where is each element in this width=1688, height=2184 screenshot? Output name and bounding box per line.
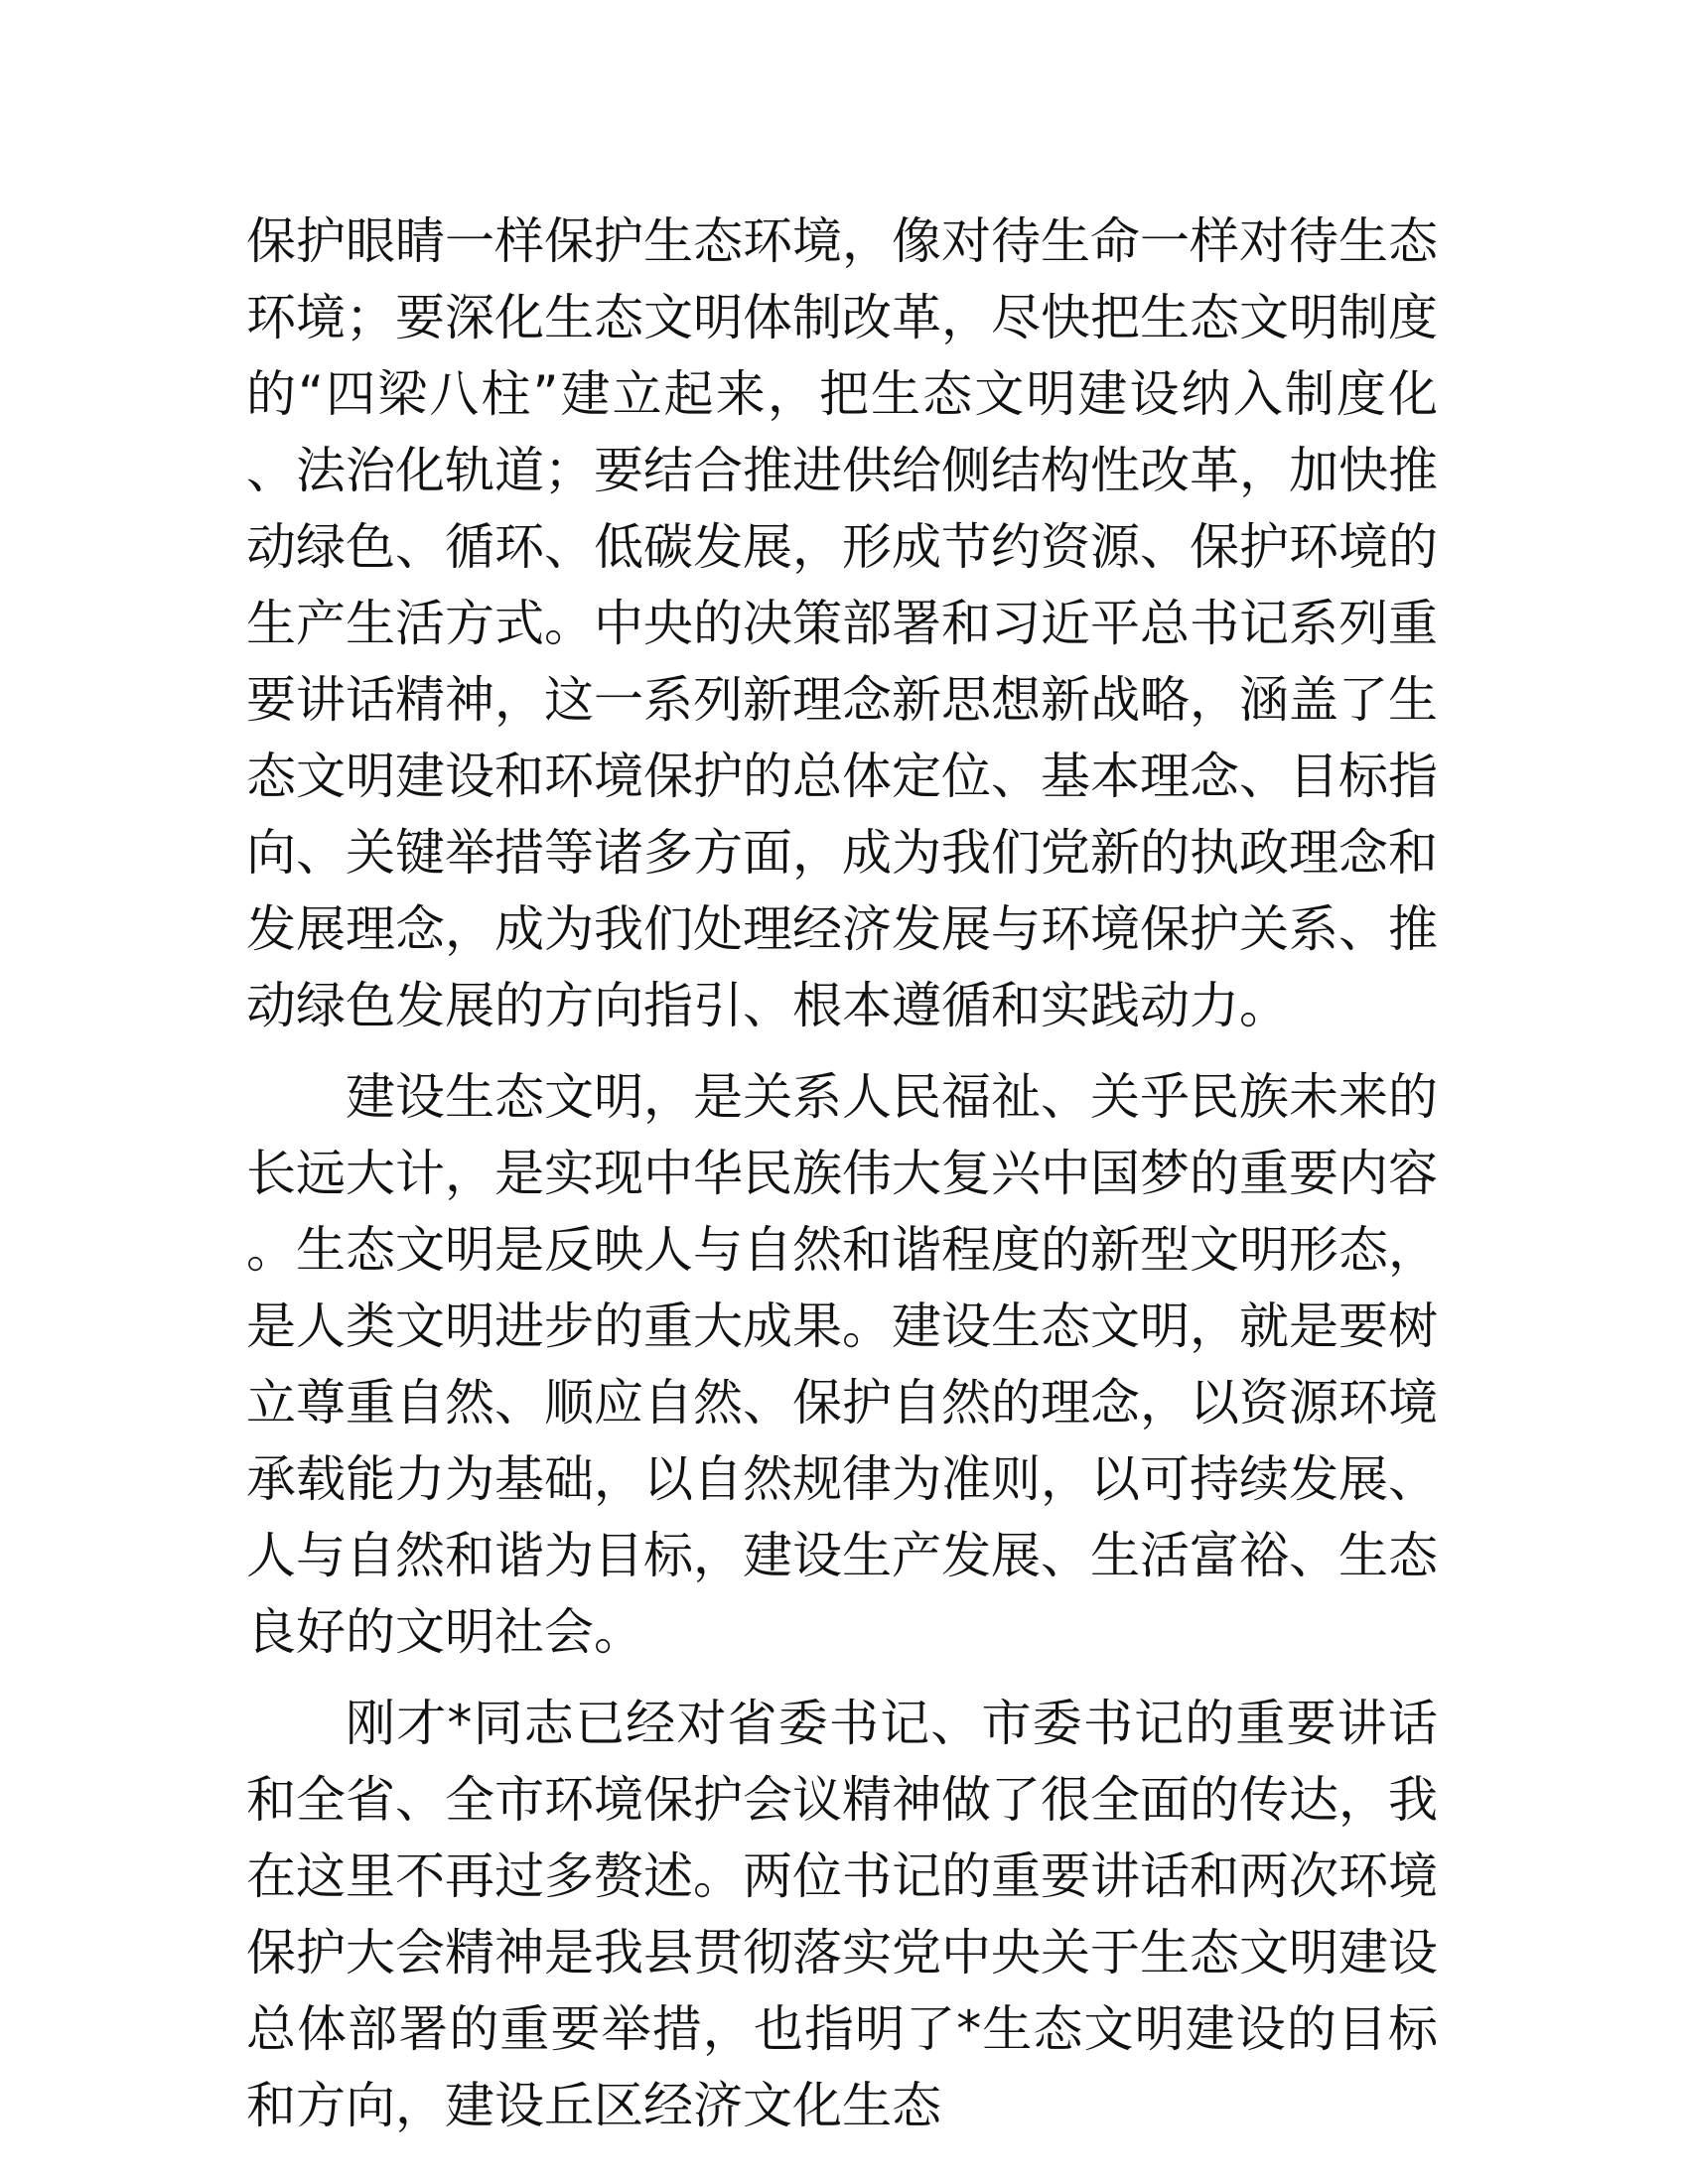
paragraph-3: 刚才*同志已经对省委书记、市委书记的重要讲话和全省、全市环境保护会议精神做了很全面的传达，我在这里不再过多赘述。两位书记的重要讲话和两次环境保护大会精神是我县贯彻落实党中央关于生态文明建设总体部署的重要举措，也指明了*生态文明建设的目标和方向，建设丘区经济文化生态 — [246, 1695, 1438, 2134]
paragraph-2: 建设生态文明，是关系人民福祉、关乎民族未来的长远大计，是实现中华民族伟大复兴中国梦的重要内容。生态文明是反映人与自然和谐程度的新型文明形态，是人类文明进步的重大成果。建设生态文明，就是要树立尊重自然、顺应自然、保护自然的理念，以资源环境承载能力为基础，以自然规律为准则，以可持续发展、人与自然和谐为目标，建设生产发展、生活富裕、生态良好的文明社会。 — [246, 1068, 1438, 1661]
document-body — [246, 204, 1438, 2144]
paragraph-1: 保护眼睛一样保护生态环境，像对待生命一样对待生态环境；要深化生态文明体制改革，尽快把生态文明制度的“四梁八柱”建立起来，把生态文明建设纳入制度化、法治化轨道；要结合推进供给侧结构性改革，加快推动绿色、循环、低碳发展，形成节约资源、保护环境的生产生活方式。中央的决策部署和习近平总书记系列重要讲话精神，这一系列新理念新思想新战略，涵盖了生态文明建设和环境保护的总体定位、基本理念、目标指向、关键举措等诸多方面，成为我们党新的执政理念和发展理念，成为我们处理经济发展与环境保护关系、推动绿色发展的方向指引、根本遵循和实践动力。 — [246, 212, 1438, 1034]
